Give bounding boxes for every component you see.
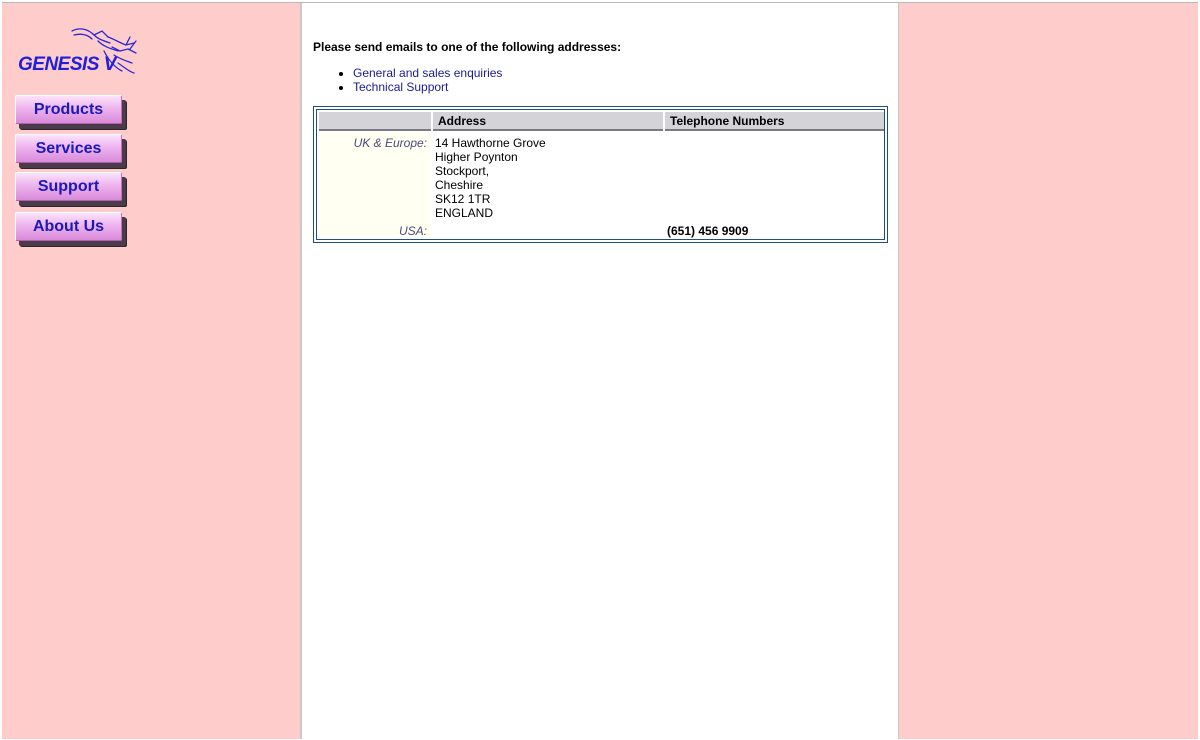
- address-line: ENGLAND: [435, 206, 494, 220]
- products-button[interactable]: Products: [15, 95, 122, 124]
- page-frame: [2, 2, 1198, 739]
- services-button[interactable]: Services: [15, 134, 122, 163]
- main-content: [302, 3, 899, 739]
- genesis-logo[interactable]: [18, 25, 143, 85]
- address-line: 14 Hawthorne Grove: [435, 136, 546, 150]
- usa-phone: (651) 456 9909: [667, 224, 749, 238]
- support-button[interactable]: Support: [15, 172, 122, 201]
- row-label-column: [319, 132, 431, 236]
- table-header-address: Address: [433, 112, 663, 131]
- intro-text: Please send emails to one of the following addresses:: [313, 40, 622, 54]
- about-us-button[interactable]: About Us: [15, 212, 122, 241]
- address-line: Higher Poynton: [435, 150, 518, 164]
- address-line: SK12 1TR: [435, 192, 491, 206]
- table-header-blank: [319, 112, 431, 131]
- address-line: Stockport,: [435, 164, 490, 178]
- list-item: [353, 66, 502, 80]
- uk-europe-label: UK & Europe:: [353, 136, 427, 150]
- right-sidebar: [899, 3, 1198, 739]
- contact-table: [313, 106, 888, 243]
- table-header-phone: Telephone Numbers: [665, 112, 884, 131]
- general-sales-email-link[interactable]: General and sales enquiries: [353, 66, 503, 80]
- logo-text: GENESIS V: [18, 54, 116, 75]
- email-link-list: [313, 66, 502, 94]
- left-sidebar: [2, 3, 302, 739]
- list-item: [353, 80, 502, 94]
- technical-support-email-link[interactable]: Technical Support: [353, 80, 449, 94]
- usa-label: USA:: [398, 224, 427, 238]
- contact-table-inner: [316, 109, 885, 240]
- uk-address: [435, 136, 546, 220]
- address-line: Cheshire: [435, 178, 484, 192]
